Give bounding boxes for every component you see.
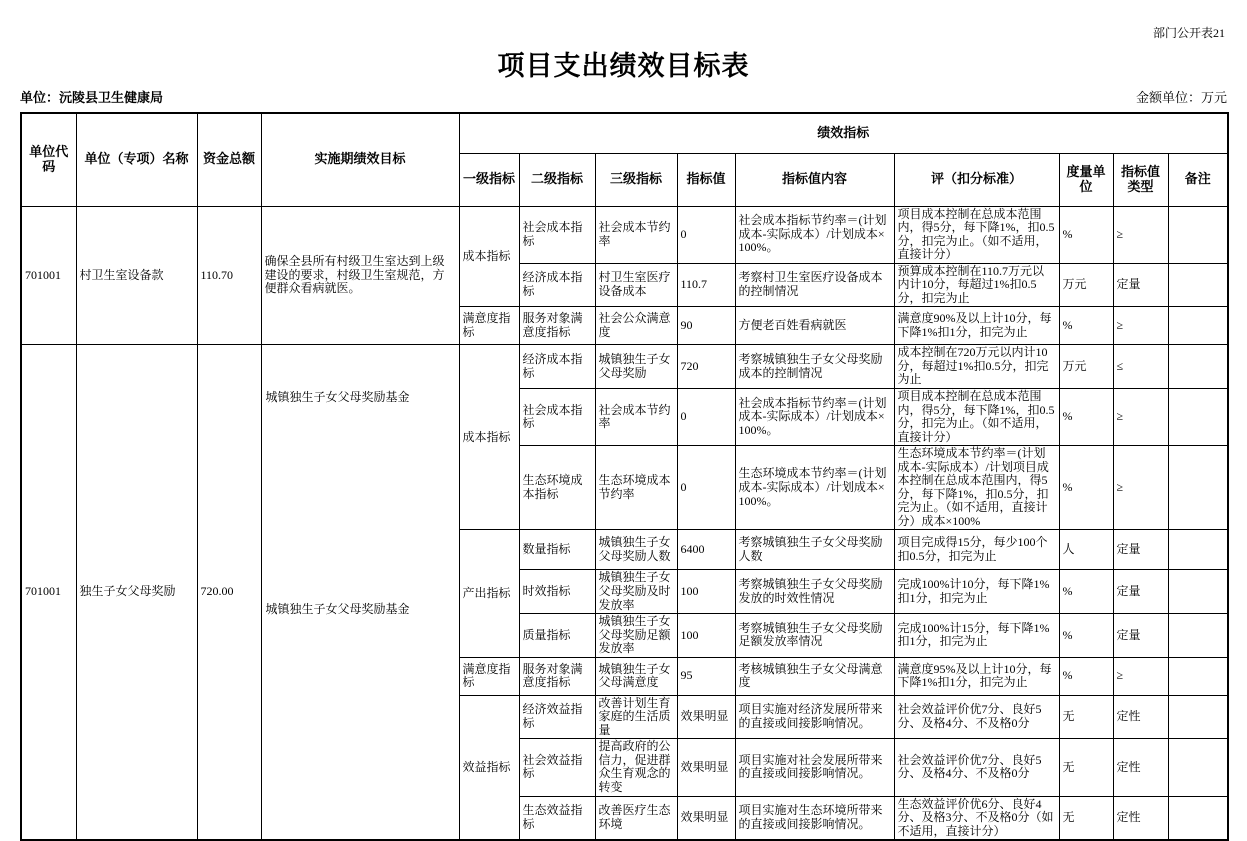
unit-name-label: 单位：沅陵县卫生健康局 <box>20 90 164 105</box>
cell-remark <box>1168 530 1228 570</box>
header-scoring: 评（扣分标准） <box>894 153 1059 206</box>
cell-level2: 经济成本指标 <box>519 345 595 389</box>
cell-scoring: 成本控制在720万元以内计10分，每超过1%扣0.5分，扣完为止 <box>894 345 1059 389</box>
cell-value-content: 项目实施对社会发展所带来的直接或间接影响情况。 <box>735 739 894 796</box>
cell-value: 效果明显 <box>677 739 735 796</box>
cell-measure-unit: % <box>1059 570 1113 614</box>
header-value-type: 指标值类型 <box>1113 153 1168 206</box>
cell-value-content: 考察城镇独生子女父母奖励人数 <box>735 530 894 570</box>
cell-measure-unit: % <box>1059 388 1113 445</box>
cell-scoring: 完成100%计15分，每下降1%扣1分，扣完为止 <box>894 614 1059 658</box>
cell-measure-unit: 无 <box>1059 739 1113 796</box>
cell-value: 720 <box>677 345 735 389</box>
header-project-name: 单位（专项）名称 <box>76 113 197 206</box>
cell-scoring: 社会效益评价优7分、良好5分、及格4分、不及格0分 <box>894 695 1059 739</box>
cell-value: 0 <box>677 388 735 445</box>
cell-scoring: 满意度90%及以上计10分，每下降1%扣1分，扣完为止 <box>894 307 1059 345</box>
cell-level3: 城镇独生子女父母奖励人数 <box>595 530 677 570</box>
cell-scoring: 预算成本控制在110.7万元以内计10分，每超过1%扣0.5分，扣完为止 <box>894 263 1059 307</box>
cell-remark <box>1168 657 1228 695</box>
cell-measure-unit: 无 <box>1059 695 1113 739</box>
cell-measure-unit: 人 <box>1059 530 1113 570</box>
cell-level2: 服务对象满意度指标 <box>519 307 595 345</box>
cell-value-type: ≥ <box>1113 206 1168 263</box>
cell-remark <box>1168 570 1228 614</box>
cell-level2: 服务对象满意度指标 <box>519 657 595 695</box>
cell-value-content: 考察村卫生室医疗设备成本的控制情况 <box>735 263 894 307</box>
performance-target-table <box>20 112 1229 841</box>
cell-value-content: 项目实施对生态环境所带来的直接或间接影响情况。 <box>735 796 894 840</box>
header-level2: 二级指标 <box>519 153 595 206</box>
period-target-line1: 城镇独生子女父母奖励基金 <box>265 390 410 405</box>
cell-value: 0 <box>677 206 735 263</box>
table-row <box>21 206 1228 263</box>
amount-unit-label: 金额单位：万元 <box>1135 90 1227 105</box>
cell-remark <box>1168 263 1228 307</box>
cell-project-name: 独生子女父母奖励 <box>76 345 197 840</box>
cell-scoring: 项目完成得15分，每少100个扣0.5分，扣完为止 <box>894 530 1059 570</box>
header-period-target: 实施期绩效目标 <box>261 113 459 206</box>
cell-value-content: 项目实施对经济发展所带来的直接或间接影响情况。 <box>735 695 894 739</box>
cell-value: 0 <box>677 446 735 530</box>
cell-level2: 社会成本指标 <box>519 388 595 445</box>
header-value: 指标值 <box>677 153 735 206</box>
cell-scoring: 项目成本控制在总成本范围内，得5分，每下降1%，扣0.5分，扣完为止。（如不适用，直接计分） <box>894 388 1059 445</box>
cell-value: 100 <box>677 614 735 658</box>
cell-value: 效果明显 <box>677 695 735 739</box>
cell-measure-unit: % <box>1059 206 1113 263</box>
cell-value-type: ≥ <box>1113 446 1168 530</box>
cell-value-type: 定量 <box>1113 263 1168 307</box>
cell-level3: 改善医疗生态环境 <box>595 796 677 840</box>
cell-value-type: 定性 <box>1113 695 1168 739</box>
cell-remark <box>1168 739 1228 796</box>
header-row-1 <box>21 113 1228 153</box>
cell-value-content: 社会成本指标节约率＝(计划成本-实际成本）/计划成本×100%。 <box>735 206 894 263</box>
header-value-content: 指标值内容 <box>735 153 894 206</box>
cell-level1: 成本指标 <box>459 345 519 530</box>
cell-measure-unit: 无 <box>1059 796 1113 840</box>
cell-level1: 满意度指标 <box>459 307 519 345</box>
cell-project-name: 村卫生室设备款 <box>76 206 197 345</box>
cell-level3: 社会成本节约率 <box>595 206 677 263</box>
cell-level2: 时效指标 <box>519 570 595 614</box>
cell-value-type: ≤ <box>1113 345 1168 389</box>
cell-remark <box>1168 388 1228 445</box>
cell-level3: 提高政府的公信力，促进群众生育观念的转变 <box>595 739 677 796</box>
cell-value-type: ≥ <box>1113 307 1168 345</box>
cell-level2: 社会效益指标 <box>519 739 595 796</box>
cell-value-content: 方便老百姓看病就医 <box>735 307 894 345</box>
header-remark: 备注 <box>1168 153 1228 206</box>
cell-value-type: ≥ <box>1113 388 1168 445</box>
cell-level3: 城镇独生子女父母奖励足额发放率 <box>595 614 677 658</box>
header-unit-code: 单位代码 <box>21 113 76 206</box>
cell-level3: 社会成本节约率 <box>595 388 677 445</box>
cell-value-type: 定性 <box>1113 739 1168 796</box>
cell-scoring: 社会效益评价优7分、良好5分、及格4分、不及格0分 <box>894 739 1059 796</box>
cell-value-content: 考察城镇独生子女父母奖励发放的时效性情况 <box>735 570 894 614</box>
period-target-line2: 城镇独生子女父母奖励基金 <box>265 602 410 617</box>
header-perf-group: 绩效指标 <box>459 113 1228 153</box>
cell-value: 90 <box>677 307 735 345</box>
cell-scoring: 生态效益评价优6分、良好4分、及格3分、不及格0分（如不适用，直接计分） <box>894 796 1059 840</box>
cell-value-content: 生态环境成本节约率＝(计划成本-实际成本）/计划成本×100%。 <box>735 446 894 530</box>
cell-level2: 质量指标 <box>519 614 595 658</box>
cell-measure-unit: 万元 <box>1059 345 1113 389</box>
header-level1: 一级指标 <box>459 153 519 206</box>
page-title: 项目支出绩效目标表 <box>497 51 750 81</box>
cell-value-content: 社会成本指标节约率＝(计划成本-实际成本）/计划成本×100%。 <box>735 388 894 445</box>
cell-remark <box>1168 345 1228 389</box>
cell-value-content: 考察城镇独生子女父母奖励成本的控制情况 <box>735 345 894 389</box>
cell-remark <box>1168 307 1228 345</box>
cell-value: 100 <box>677 570 735 614</box>
cell-remark <box>1168 446 1228 530</box>
header-measure-unit: 度量单位 <box>1059 153 1113 206</box>
table-header <box>21 113 1228 206</box>
cell-level2: 生态效益指标 <box>519 796 595 840</box>
cell-measure-unit: % <box>1059 657 1113 695</box>
cell-scoring: 生态环境成本节约率＝(计划成本-实际成本）/计划项目成本控制在总成本范围内，得5分，每下降1%，扣0.5分，扣完为止。（如不适用，直接计分）成本×100% <box>894 446 1059 530</box>
cell-level3: 改善计划生育家庭的生活质量 <box>595 695 677 739</box>
cell-remark <box>1168 206 1228 263</box>
cell-value-type: 定量 <box>1113 530 1168 570</box>
header-level3: 三级指标 <box>595 153 677 206</box>
cell-remark <box>1168 614 1228 658</box>
cell-level2: 数量指标 <box>519 530 595 570</box>
cell-scoring: 满意度95%及以上计10分，每下降1%扣1分，扣完为止 <box>894 657 1059 695</box>
cell-measure-unit: % <box>1059 307 1113 345</box>
cell-value: 110.7 <box>677 263 735 307</box>
cell-level3: 社会公众满意度 <box>595 307 677 345</box>
cell-level3: 城镇独生子女父母满意度 <box>595 657 677 695</box>
cell-level2: 社会成本指标 <box>519 206 595 263</box>
cell-level3: 生态环境成本节约率 <box>595 446 677 530</box>
cell-remark <box>1168 796 1228 840</box>
cell-level2: 生态环境成本指标 <box>519 446 595 530</box>
cell-level2: 经济成本指标 <box>519 263 595 307</box>
cell-value-type: ≥ <box>1113 657 1168 695</box>
cell-scoring: 项目成本控制在总成本范围内，得5分，每下降1%，扣0.5分，扣完为止。（如不适用，直接计分） <box>894 206 1059 263</box>
cell-unit-code: 701001 <box>21 206 76 345</box>
cell-total-fund: 110.70 <box>197 206 261 345</box>
cell-value: 6400 <box>677 530 735 570</box>
cell-value-type: 定量 <box>1113 614 1168 658</box>
cell-period-target <box>261 345 459 840</box>
cell-value: 95 <box>677 657 735 695</box>
cell-value: 效果明显 <box>677 796 735 840</box>
cell-level2: 经济效益指标 <box>519 695 595 739</box>
cell-level1: 产出指标 <box>459 530 519 657</box>
cell-measure-unit: % <box>1059 446 1113 530</box>
cell-unit-code: 701001 <box>21 345 76 840</box>
cell-measure-unit: 万元 <box>1059 263 1113 307</box>
cell-level1: 成本指标 <box>459 206 519 307</box>
cell-level1: 效益指标 <box>459 695 519 840</box>
cell-level3: 城镇独生子女父母奖励及时发放率 <box>595 570 677 614</box>
cell-level3: 村卫生室医疗设备成本 <box>595 263 677 307</box>
cell-remark <box>1168 695 1228 739</box>
table-row <box>21 345 1228 389</box>
cell-scoring: 完成100%计10分，每下降1%扣1分，扣完为止 <box>894 570 1059 614</box>
header-total-fund: 资金总额 <box>197 113 261 206</box>
cell-value-type: 定量 <box>1113 570 1168 614</box>
cell-total-fund: 720.00 <box>197 345 261 840</box>
cell-value-content: 考核城镇独生子女父母满意度 <box>735 657 894 695</box>
cell-value-content: 考察城镇独生子女父母奖励足额发放率情况 <box>735 614 894 658</box>
cell-period-target: 确保全县所有村级卫生室达到上级建设的要求，村级卫生室规范，方便群众看病就医。 <box>261 206 459 345</box>
cell-level3: 城镇独生子女父母奖励 <box>595 345 677 389</box>
cell-level1: 满意度指标 <box>459 657 519 695</box>
doc-number-label: 部门公开表21 <box>1152 26 1225 40</box>
meta-row <box>20 87 1227 106</box>
cell-measure-unit: % <box>1059 614 1113 658</box>
cell-value-type: 定性 <box>1113 796 1168 840</box>
